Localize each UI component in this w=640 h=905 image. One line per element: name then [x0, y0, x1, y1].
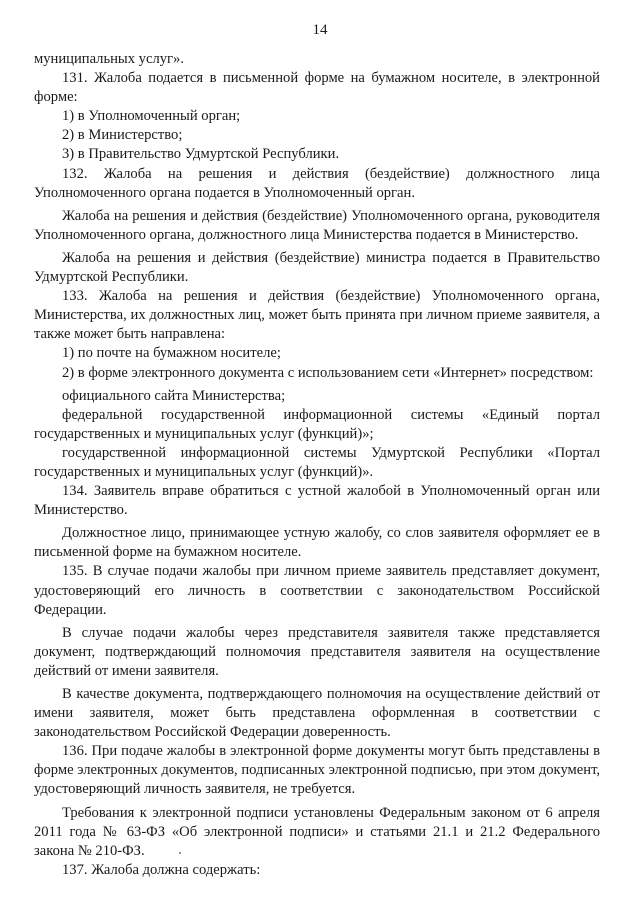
paragraph: 2) в Министерство;: [62, 127, 183, 144]
paragraph: 136. При подаче жалобы в электронной форме документы могут быть представлены в форме электронных документов, подписанных электронной подписью, при этом документ, удостоверяющий личность заявителя, не требуется.: [34, 743, 600, 798]
paragraph: 2) в форме электронного документа с использованием сети «Интернет» посредством:: [62, 364, 594, 381]
paragraph: В случае подачи жалобы через представителя заявителя также представляется документ, подтверждающий полномочия представителя заявителя на осуществление действий от имени заявителя.: [34, 624, 600, 679]
paragraph: федеральной государственной информационной системы «Единый портал государственных и муниципальных услуг (функций)»;: [34, 406, 600, 442]
paragraph: 134. Заявитель вправе обратиться с устной жалобой в Уполномоченный орган или Министерство.: [34, 483, 600, 519]
paragraph: 1) в Уполномоченный орган;: [62, 108, 241, 125]
scan-speck: [179, 852, 181, 854]
paragraph: В качестве документа, подтверждающего полномочия на осуществление действий от имени заявителя, может быть представлена оформленная в соответствии с законодательством Российской Федерации доверенность.: [34, 686, 600, 741]
paragraph: 132. Жалоба на решения и действия (бездействие) должностного лица Уполномоченного органа подается в Уполномоченный орган.: [34, 165, 600, 201]
paragraph: Жалоба на решения и действия (бездействие) министра подается в Правительство Удмуртской Республики.: [34, 249, 600, 286]
paragraph: государственной информационной системы Удмуртской Республики «Портал государственных и муниципальных услуг (функций)».: [34, 444, 600, 480]
page-number: 14: [312, 22, 328, 38]
paragraph: муниципальных услуг».: [34, 51, 184, 67]
paragraph: Должностное лицо, принимающее устную жалобу, со слов заявителя оформляет ее в письменной форме на бумажном носителе.: [34, 525, 600, 561]
paragraph: Требования к электронной подписи установлены Федеральным законом от 6 апреля 2011 года № 63-ФЗ «Об электронной подписи» и статьями 21.1 и 21.2 Федерального закона № 210-ФЗ.: [34, 804, 600, 859]
paragraph: 3) в Правительство Удмуртской Республики.: [62, 146, 340, 163]
paragraph: 133. Жалоба на решения и действия (бездействие) Уполномоченного органа, Министерства, их должностных лиц, может быть принята при личном приеме заявителя, а также может быть направлена:: [34, 288, 600, 343]
paragraph: Жалоба на решения и действия (бездействие) Уполномоченного органа, руководителя Уполномоченного органа, должностного лица Министерства подается в Министерство.: [34, 207, 600, 243]
document-body: [34, 50, 600, 880]
paragraph: 137. Жалоба должна содержать:: [62, 861, 261, 878]
paragraph: 135. В случае подачи жалобы при личном приеме заявитель представляет документ, удостоверяющий его личность в соответствии с законодательством Российской Федерации.: [34, 563, 600, 618]
paragraph: 1) по почте на бумажном носителе;: [62, 345, 281, 362]
paragraph: официального сайта Министерства;: [62, 387, 286, 404]
paragraph: 131. Жалоба подается в письменной форме на бумажном носителе, в электронной форме:: [34, 70, 600, 106]
